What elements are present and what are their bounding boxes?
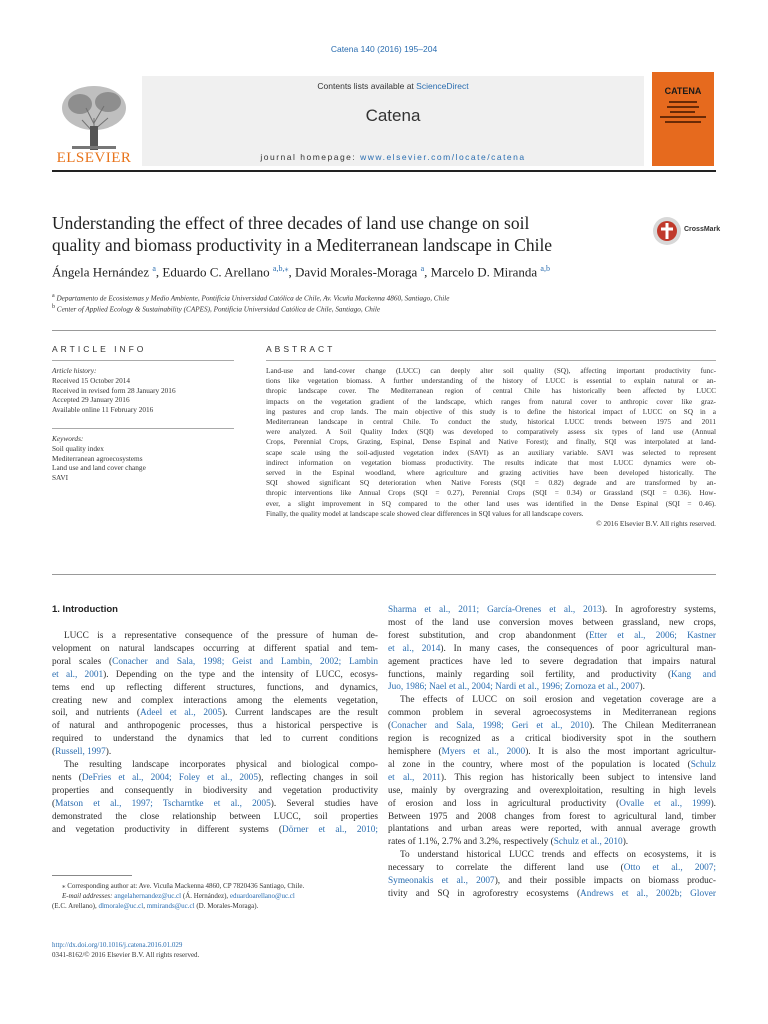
journal-reference[interactable]: Catena 140 (2016) 195–204: [330, 44, 438, 54]
citation-link[interactable]: et al., 2011: [388, 772, 441, 783]
body-text: properties and consequently in biodiversity and vegetation productivity: [52, 785, 378, 796]
abstract-line: impacts on the vegetation gradient of the landscape, which ranges from natural cover to anthropic cover like graz-: [266, 396, 716, 406]
email-owner: (E.C. Arellano),: [52, 902, 99, 910]
body-line: [388, 798, 716, 811]
body-line: [388, 811, 716, 824]
body-text: functions, mainly regarding soil fertility, and productivity (: [388, 669, 672, 680]
footnote-rule: [52, 875, 132, 876]
author-affil-mark[interactable]: a,b: [540, 264, 550, 273]
body-text: demonstrated the close relationship between LUCC, soil properties: [52, 811, 378, 822]
body-text: common problem in several agroecosystems in Mediterranean regions: [388, 708, 716, 719]
keyword-item: SAVI: [52, 473, 69, 483]
cover-title: CATENA: [664, 86, 702, 96]
body-line: [52, 772, 378, 785]
body-text: ).: [639, 682, 645, 693]
body-line: [388, 617, 716, 630]
body-text: creating new and complex interactions among the elements vegetation,: [52, 695, 378, 706]
contents-prefix: Contents lists available at: [317, 81, 417, 91]
abstract-line: scape scale using the soil-adjusted vegetation index (SAVI) as an auxiliary variable. SAVI was selected to represent: [266, 447, 716, 457]
body-line: [388, 772, 716, 785]
affiliation-text: Center of Applied Ecology & Sustainability (CAPES), Pontificia Universidad Católica de Chile, Santiago, Chile: [55, 305, 381, 314]
body-text: The resulting landscape incorporates physical and biological compo-: [64, 760, 378, 771]
keyword-item: Mediterranean agroecosystems: [52, 453, 143, 463]
body-line: [388, 849, 716, 862]
abstract-line: tions like vegetation biomass. A further understanding of the history of LUCC is essential to explain natural or an-: [266, 376, 716, 386]
abstract-line: Crops, Perennial Crops, Grazing, Espinal, Dense Espinal and Native Forest); and finally, SQI was interpolated at land-: [266, 437, 716, 447]
publisher-logo-text: ELSEVIER: [56, 150, 132, 166]
corresponding-note: ⁎ Corresponding author at: Ave. Vicuña Mackenna 4860, CP 7820436 Santiago, Chile.: [62, 882, 305, 890]
body-line: [52, 643, 378, 656]
body-line: [388, 707, 716, 720]
abstract-line: ing pastures and crop lands. The main objective of this study is to define the historical impact of LUCC on SQ in a: [266, 406, 716, 416]
body-line: [388, 875, 716, 888]
email-link[interactable]: angelahernandez@uc.cl: [114, 892, 182, 900]
crossmark-icon[interactable]: [652, 216, 682, 246]
body-text: Between 1975 and 2008 changes from forest to agricultural land, timber: [388, 811, 716, 822]
citation-link[interactable]: Symeonakis et al., 2007: [388, 876, 495, 887]
body-line: [388, 630, 716, 643]
contents-line: [142, 81, 644, 91]
body-text: The effects of LUCC on soil erosion and vegetation coverage are a: [400, 695, 716, 706]
citation-link[interactable]: Sharma et al., 2011; García-Orenes et al., 2013: [388, 605, 602, 615]
keyword-item: Soil quality index: [52, 443, 104, 453]
body-text: poral scales (: [52, 656, 113, 667]
citation-link[interactable]: Adeel et al., 2005: [139, 708, 222, 719]
body-line: [388, 746, 716, 759]
body-text: of erosion and loss in agricultural productivity (: [388, 798, 620, 809]
abstract-heading: ABSTRACT: [266, 344, 336, 354]
body-line: [52, 811, 378, 824]
citation-link[interactable]: Ovalle et al., 1999: [619, 798, 711, 809]
abstract-rule: [266, 360, 716, 361]
sciencedirect-link[interactable]: ScienceDirect: [416, 81, 469, 91]
title-line: quality and biomass productivity in a Mediterranean landscape in Chile: [52, 235, 553, 255]
homepage-link[interactable]: www.elsevier.com/locate/catena: [360, 152, 526, 162]
citation-link[interactable]: Conacher and Sala, 1998; Geist and Lambin, 2002; Lambin: [112, 656, 379, 667]
author-name: , Eduardo C. Arellano: [155, 264, 273, 280]
body-line: [52, 785, 378, 798]
body-text: plantations and urban areas were reported, with annual average growth: [388, 824, 716, 835]
body-line: [52, 682, 378, 695]
affiliation-mark: b: [52, 304, 55, 310]
body-line: [388, 720, 716, 733]
affiliation-mark: a: [52, 293, 55, 299]
body-line: [388, 836, 716, 849]
affiliation-rule: [52, 330, 716, 331]
citation-link[interactable]: et al., 2014: [388, 643, 441, 654]
abstract-end-rule: [52, 574, 716, 575]
citation-link[interactable]: Dörner et al., 2010;: [282, 824, 378, 835]
citation-link[interactable]: Russell, 1997: [55, 747, 106, 758]
body-line: [388, 785, 716, 798]
body-line: [52, 759, 378, 772]
abstract-line: indirect information on vegetation biomass productivity. The results indicate that most LUCC dynamics were ob-: [266, 457, 716, 467]
body-text: region is recognized as a critical biodiversity spot in the southern: [388, 734, 716, 745]
body-line: [388, 862, 716, 875]
body-text: and vegetation productivity in different systems (: [52, 824, 283, 835]
author-affil-mark[interactable]: a: [420, 264, 425, 273]
body-text: ).: [710, 798, 716, 809]
body-text: (: [52, 747, 56, 758]
history-heading: Article history:: [52, 366, 97, 375]
body-text: rates of 1.1%, 2.7% and 3.2%, respectively (: [388, 837, 554, 848]
introduction-heading: 1. Introduction: [52, 604, 118, 615]
body-line: [388, 694, 716, 707]
body-text: velopment on natural landscapes occurring at different spatial and tem-: [52, 643, 378, 654]
article-title: [52, 212, 632, 256]
body-text: of natural and anthropogenic processes, thus a historical perspective is: [52, 721, 378, 732]
cover-text-lines: [660, 98, 706, 126]
body-line: [52, 656, 378, 669]
intro-left-column: [52, 630, 378, 837]
body-line: [388, 681, 716, 694]
body-text: al zone in the country, where most of the population is located (: [388, 759, 691, 770]
doi-block: [52, 940, 378, 960]
body-text: necessary to correlate the different land use (: [388, 863, 624, 874]
body-text: ). The Chilean Mediterranean: [589, 721, 716, 732]
body-line: [52, 798, 378, 811]
body-text: most of the land use conversion moves between grassland, new crops,: [388, 617, 716, 628]
abstract-line: ever, a slight improvement in SQ compared to the other land uses was identified in the Dense Espinal (SQI = 0.46).: [266, 498, 716, 508]
body-text: ).: [622, 837, 629, 848]
history-item: Received in revised form 28 January 2016: [52, 385, 176, 395]
article-history: [52, 366, 234, 415]
citation-link[interactable]: Myers et al., 2000: [441, 746, 526, 757]
body-text: (: [388, 721, 392, 732]
email-label: E-mail addresses:: [62, 892, 115, 900]
body-text: To understand historical LUCC trends and effects on ecosystems, it is: [400, 850, 716, 861]
body-text: nents (: [52, 772, 82, 783]
citation-link[interactable]: Matson et al., 1997; Tscharntke et al., 2005: [55, 798, 271, 809]
citation-link[interactable]: Etter et al., 2006; Kastner: [588, 630, 716, 641]
body-line: [52, 733, 378, 746]
citation-link[interactable]: Conacher and Sala, 1998; Geri et al., 2010: [391, 721, 590, 732]
corresponding-author-footnote: [52, 881, 378, 911]
body-text: (: [52, 798, 56, 809]
body-line: [52, 824, 378, 837]
abstract-line: Land-use and land-cover change (LUCC) can deeply alter soil quality (SQ), affecting important productivity func-: [266, 366, 716, 375]
citation-link[interactable]: Juo, 1986; Nael et al., 2004; Nardi et al., 1996; Zornoza et al., 2007: [388, 682, 640, 693]
keywords-heading: Keywords:: [52, 434, 84, 443]
body-text: tivity and SQ in agroforestry ecosystems (: [388, 888, 581, 899]
citation-link[interactable]: Otto et al., 2007;: [623, 863, 717, 874]
body-line: [388, 656, 716, 669]
abstract-line: served in the Espinal woodland, where agriculture and grazing activities have been developed historically. The: [266, 468, 716, 478]
citation-link[interactable]: Schulz: [690, 759, 716, 770]
body-line: [52, 669, 378, 682]
journal-homepage: [142, 152, 644, 162]
email-link[interactable]: dlmorale@uc.cl: [98, 902, 144, 910]
keywords-block: [52, 434, 234, 483]
body-line: [388, 643, 716, 656]
body-text: required to understand the dynamics that led to current conditions: [52, 734, 378, 745]
history-item: Accepted 29 January 2016: [52, 395, 130, 405]
body-line: [52, 695, 378, 708]
email-separator: ,: [143, 902, 147, 910]
abstract-line: Mediterranean landscape in central Chile. To conduct the study, historical LUCC trends between 1975 and 2011: [266, 417, 716, 427]
body-text: ). This region has historically been subject to intensive land: [440, 772, 716, 783]
body-text: forest substitution, and crop abandonment (: [388, 630, 589, 641]
abstract-body: [266, 366, 716, 529]
abstract-copyright: © 2016 Elsevier B.V. All rights reserved.: [596, 519, 716, 529]
body-line: [52, 707, 378, 720]
citation-link[interactable]: Schulz et al., 2010: [553, 837, 623, 848]
email-link[interactable]: eduardoarellano@uc.cl: [229, 892, 295, 900]
affiliation-text: Departamento de Ecosistemas y Medio Ambiente, Pontificia Universidad Católica de Chile, Av. Vicuña Mackenna 4860, Santiago, Chile: [54, 294, 450, 303]
keyword-item: Land use and land cover change: [52, 463, 146, 473]
email-owner: (D. Morales-Moraga).: [194, 902, 259, 910]
citation-link[interactable]: DeFries et al., 2004; Foley et al., 2005: [81, 772, 258, 783]
author-name: , David Morales-Moraga: [288, 264, 421, 280]
author-affil-mark[interactable]: a,b,⁎: [272, 264, 289, 273]
body-line: [388, 733, 716, 746]
body-line: [388, 823, 716, 836]
abstract-line: were analyzed. A Soil Quality Index (SQI) was developed to comparatively assess six types of land use (Annual: [266, 427, 716, 437]
body-text: use, mainly by overgrazing and overexploitation, resulting in high levels: [388, 785, 716, 796]
body-line: [388, 604, 716, 617]
email-link[interactable]: mmirands@uc.cl: [146, 902, 195, 910]
history-item: Received 15 October 2014: [52, 375, 131, 385]
article-info-rule: [52, 360, 234, 361]
body-text: ), reflecting changes in soil: [257, 772, 378, 783]
body-text: LUCC is a representative consequence of the pressure of human de-: [64, 631, 378, 641]
body-text: tems end up reflecting different structures, functions, and dynamics,: [52, 682, 378, 693]
body-text: ). In many cases, the consequences of poor agricultural man-: [440, 643, 716, 654]
author-name: , Marcelo D. Miranda: [424, 264, 541, 280]
citation-link[interactable]: et al., 2001: [52, 669, 104, 680]
body-text: hemisphere (: [388, 746, 442, 757]
abstract-line: thropic interventions like Annual Crops (SQI = 0.27), Perennial Crops (SQI = 0.34) or Grassland (SQI = 0.36). How-: [266, 488, 716, 498]
affiliation-b: [52, 304, 716, 313]
body-text: ). In agroforestry systems,: [601, 605, 716, 615]
journal-name: Catena: [365, 106, 421, 125]
author-affil-mark[interactable]: a: [152, 264, 156, 273]
article-info-heading: ARTICLE INFO: [52, 344, 147, 354]
abstract-line: SQI showed significant SQ deterioration when Native Forests (SQI = 0.82) degrade and are transformed by an-: [266, 478, 716, 488]
body-line: [52, 746, 378, 759]
body-line: [388, 669, 716, 682]
intro-right-column: [388, 604, 716, 901]
author-list: [52, 264, 716, 280]
body-text: ). Depending on the type and the intensity of LUCC, ecosys-: [103, 669, 378, 680]
citation-link[interactable]: Kang and: [671, 669, 716, 680]
abstract-line: thropic landscape cover. The Mediterranean region of central Chile has historically been affected by LUCC: [266, 386, 716, 396]
citation-link[interactable]: Andrews et al., 2002b; Glover: [580, 888, 716, 899]
header-rule: [52, 170, 716, 172]
body-text: soil, and nutrients (: [52, 708, 140, 719]
body-text: ). It is also the most important agricultur-: [525, 746, 717, 757]
body-line: [52, 720, 378, 733]
body-line: [388, 759, 716, 772]
body-text: ). Several studies have: [270, 798, 378, 809]
title-line: Understanding the effect of three decades of land use change on soil: [52, 213, 530, 233]
history-item: Available online 11 February 2016: [52, 405, 154, 415]
email-owner: (Á. Hernández),: [181, 892, 230, 900]
abstract-line: Finally, the quality model at landscape scale showed clear differences in SQI values for all landscape covers.: [266, 508, 584, 518]
author-name: Ángela Hernández: [52, 264, 153, 280]
body-line: [52, 630, 378, 643]
body-line: [388, 888, 716, 901]
doi-link[interactable]: http://dx.doi.org/10.1016/j.catena.2016.01.029: [52, 941, 183, 949]
body-text: agement practices have led to severe degradation that impairs natural: [388, 656, 716, 667]
body-text: ).: [105, 747, 112, 758]
crossmark-label[interactable]: CrossMark: [684, 226, 721, 233]
homepage-prefix: journal homepage:: [260, 152, 361, 162]
affiliation-a: [52, 293, 716, 302]
issn-copyright: 0341-8162/© 2016 Elsevier B.V. All rights reserved.: [52, 951, 200, 959]
body-text: ), and their possible impacts on biomass produc-: [494, 876, 716, 887]
keywords-rule: [52, 428, 234, 429]
body-text: ). Current landscapes are the result: [221, 708, 378, 719]
